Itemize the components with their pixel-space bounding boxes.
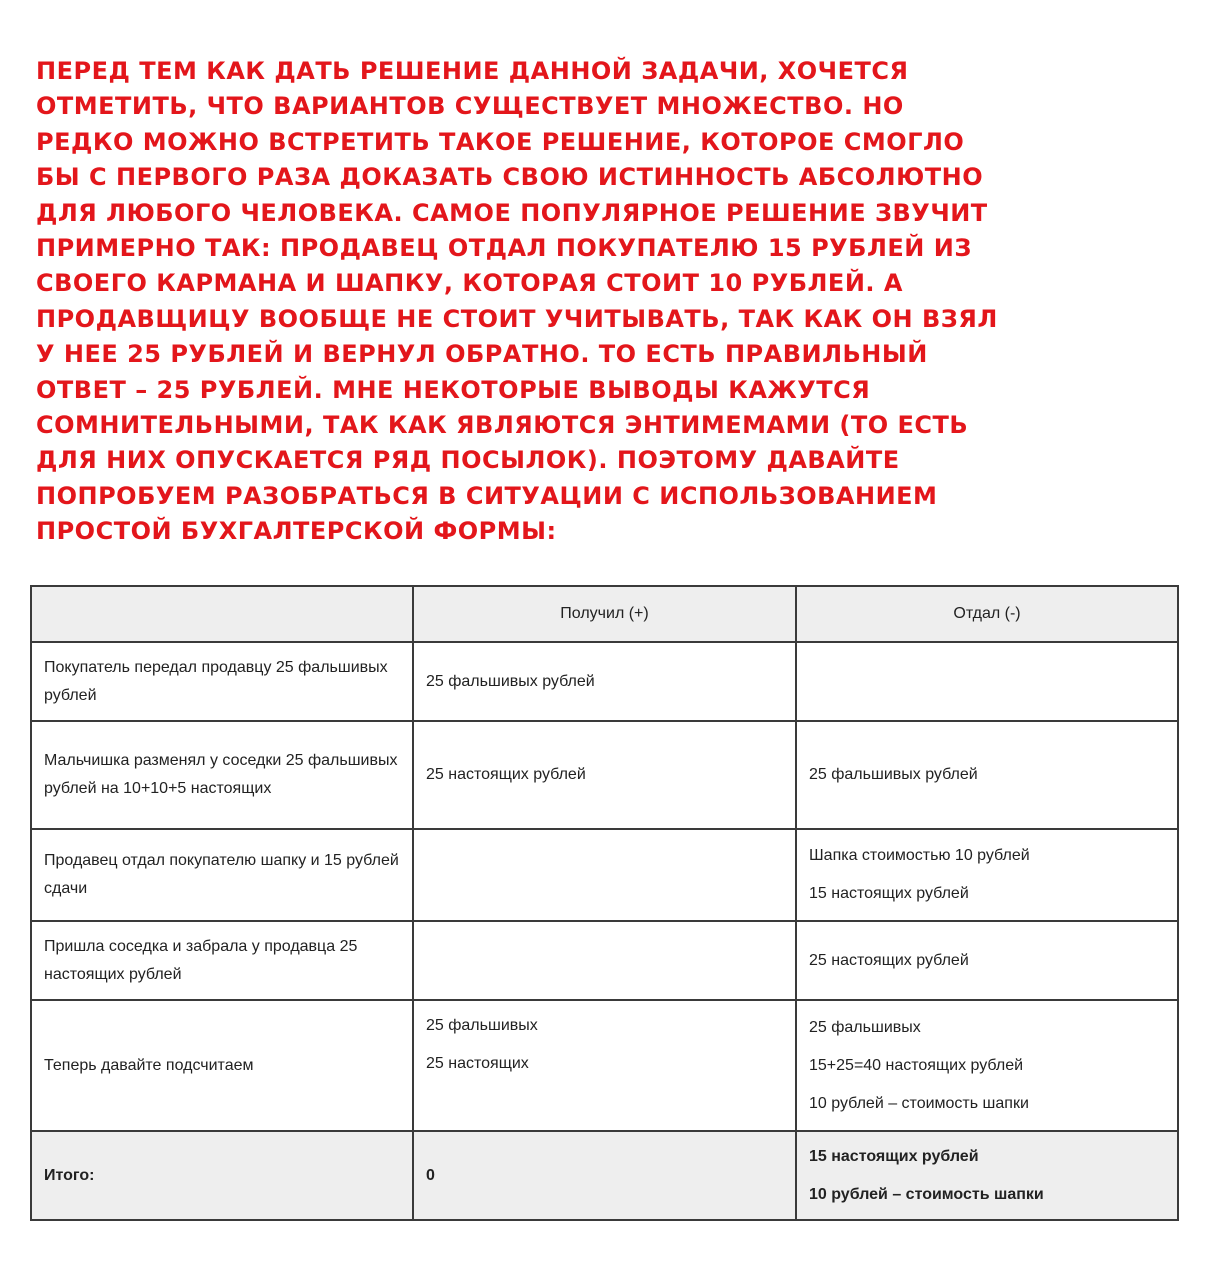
received-cell (413, 721, 796, 829)
table-row (31, 642, 1178, 721)
intro-line: СВОЕГО КАРМАНА И ШАПКУ, КОТОРАЯ СТОИТ 10 РУБЛЕЙ. А (36, 269, 903, 298)
given-value: 10 рублей – стоимость шапки (809, 1094, 1029, 1112)
total-received: 0 (413, 1131, 796, 1220)
table-row (31, 1000, 1178, 1131)
intro-line: ДЛЯ НИХ ОПУСКАЕТСЯ РЯД ПОСЫЛОК). ПОЭТОМУ ДАВАЙТЕ (36, 446, 900, 475)
column-header-event (31, 586, 413, 642)
given-value: 25 настоящих рублей (809, 951, 969, 969)
total-given (796, 1131, 1178, 1220)
received-cell (413, 829, 796, 921)
received-value: 25 настоящих (426, 1055, 529, 1072)
intro-text (36, 54, 1166, 550)
column-header-given: Отдал (-) (796, 586, 1178, 642)
intro-line: ПРОСТОЙ БУХГАЛТЕРСКОЙ ФОРМЫ: (36, 517, 557, 546)
received-value: 25 фальшивых (426, 1017, 538, 1034)
column-header-received: Получил (+) (413, 586, 796, 642)
intro-line: ПОПРОБУЕМ РАЗОБРАТЬСЯ В СИТУАЦИИ С ИСПОЛЬЗОВАНИЕМ (36, 481, 938, 510)
received-value: 25 настоящих рублей (426, 766, 586, 783)
given-value: Шапка стоимостью 10 рублей (809, 847, 1030, 864)
given-cell (796, 721, 1178, 829)
given-cell (796, 829, 1178, 921)
given-value: 25 фальшивых (809, 1018, 921, 1036)
total-given-value: 15 настоящих рублей (809, 1147, 979, 1165)
intro-line: РЕДКО МОЖНО ВСТРЕТИТЬ ТАКОЕ РЕШЕНИЕ, КОТОРОЕ СМОГЛО (36, 127, 965, 156)
total-row (31, 1131, 1178, 1220)
total-label: Итого: (31, 1131, 413, 1220)
table-row (31, 829, 1178, 921)
received-value: 25 фальшивых рублей (426, 672, 595, 690)
given-cell (796, 1000, 1178, 1131)
given-value: 15+25=40 настоящих рублей (809, 1056, 1024, 1074)
table-row (31, 921, 1178, 1000)
event-cell: Пришла соседка и забрала у продавца 25 настоящих рублей (31, 921, 413, 1000)
intro-line: БЫ С ПЕРВОГО РАЗА ДОКАЗАТЬ СВОЮ ИСТИННОСТЬ АБСОЛЮТНО (36, 163, 984, 192)
intro-line: ПРОДАВЩИЦУ ВООБЩЕ НЕ СТОИТ УЧИТЫВАТЬ, ТАК КАК ОН ВЗЯЛ (36, 304, 998, 333)
event-cell: Теперь давайте подсчитаем (31, 1000, 413, 1131)
given-cell (796, 642, 1178, 721)
intro-line: ОТМЕТИТЬ, ЧТО ВАРИАНТОВ СУЩЕСТВУЕТ МНОЖЕСТВО. НО (36, 92, 904, 121)
ledger-table (30, 585, 1179, 1221)
given-value: 25 фальшивых рублей (809, 766, 978, 783)
intro-line: ДЛЯ ЛЮБОГО ЧЕЛОВЕКА. САМОЕ ПОПУЛЯРНОЕ РЕШЕНИЕ ЗВУЧИТ (36, 198, 988, 227)
event-cell: Продавец отдал покупателю шапку и 15 рублей сдачи (31, 829, 413, 921)
table-row (31, 721, 1178, 829)
received-cell (413, 1000, 796, 1131)
total-given-value: 10 рублей – стоимость шапки (809, 1185, 1044, 1203)
event-cell: Покупатель передал продавцу 25 фальшивых рублей (31, 642, 413, 721)
intro-line: ПЕРЕД ТЕМ КАК ДАТЬ РЕШЕНИЕ ДАННОЙ ЗАДАЧИ, ХОЧЕТСЯ (36, 57, 909, 85)
received-cell (413, 921, 796, 1000)
table-header-row (31, 586, 1178, 642)
intro-line: ПРИМЕРНО ТАК: ПРОДАВЕЦ ОТДАЛ ПОКУПАТЕЛЮ 15 РУБЛЕЙ ИЗ (36, 234, 972, 263)
intro-line: ОТВЕТ – 25 РУБЛЕЙ. МНЕ НЕКОТОРЫЕ ВЫВОДЫ КАЖУТСЯ (36, 375, 871, 404)
given-cell (796, 921, 1178, 1000)
given-value: 15 настоящих рублей (809, 885, 969, 902)
received-cell (413, 642, 796, 721)
event-cell: Мальчишка разменял у соседки 25 фальшивых рублей на 10+10+5 настоящих (31, 721, 413, 829)
intro-line: У НЕЕ 25 РУБЛЕЙ И ВЕРНУЛ ОБРАТНО. ТО ЕСТЬ ПРАВИЛЬНЫЙ (36, 340, 928, 369)
intro-line: СОМНИТЕЛЬНЫМИ, ТАК КАК ЯВЛЯЮТСЯ ЭНТИМЕМАМИ (ТО ЕСТЬ (36, 411, 969, 440)
